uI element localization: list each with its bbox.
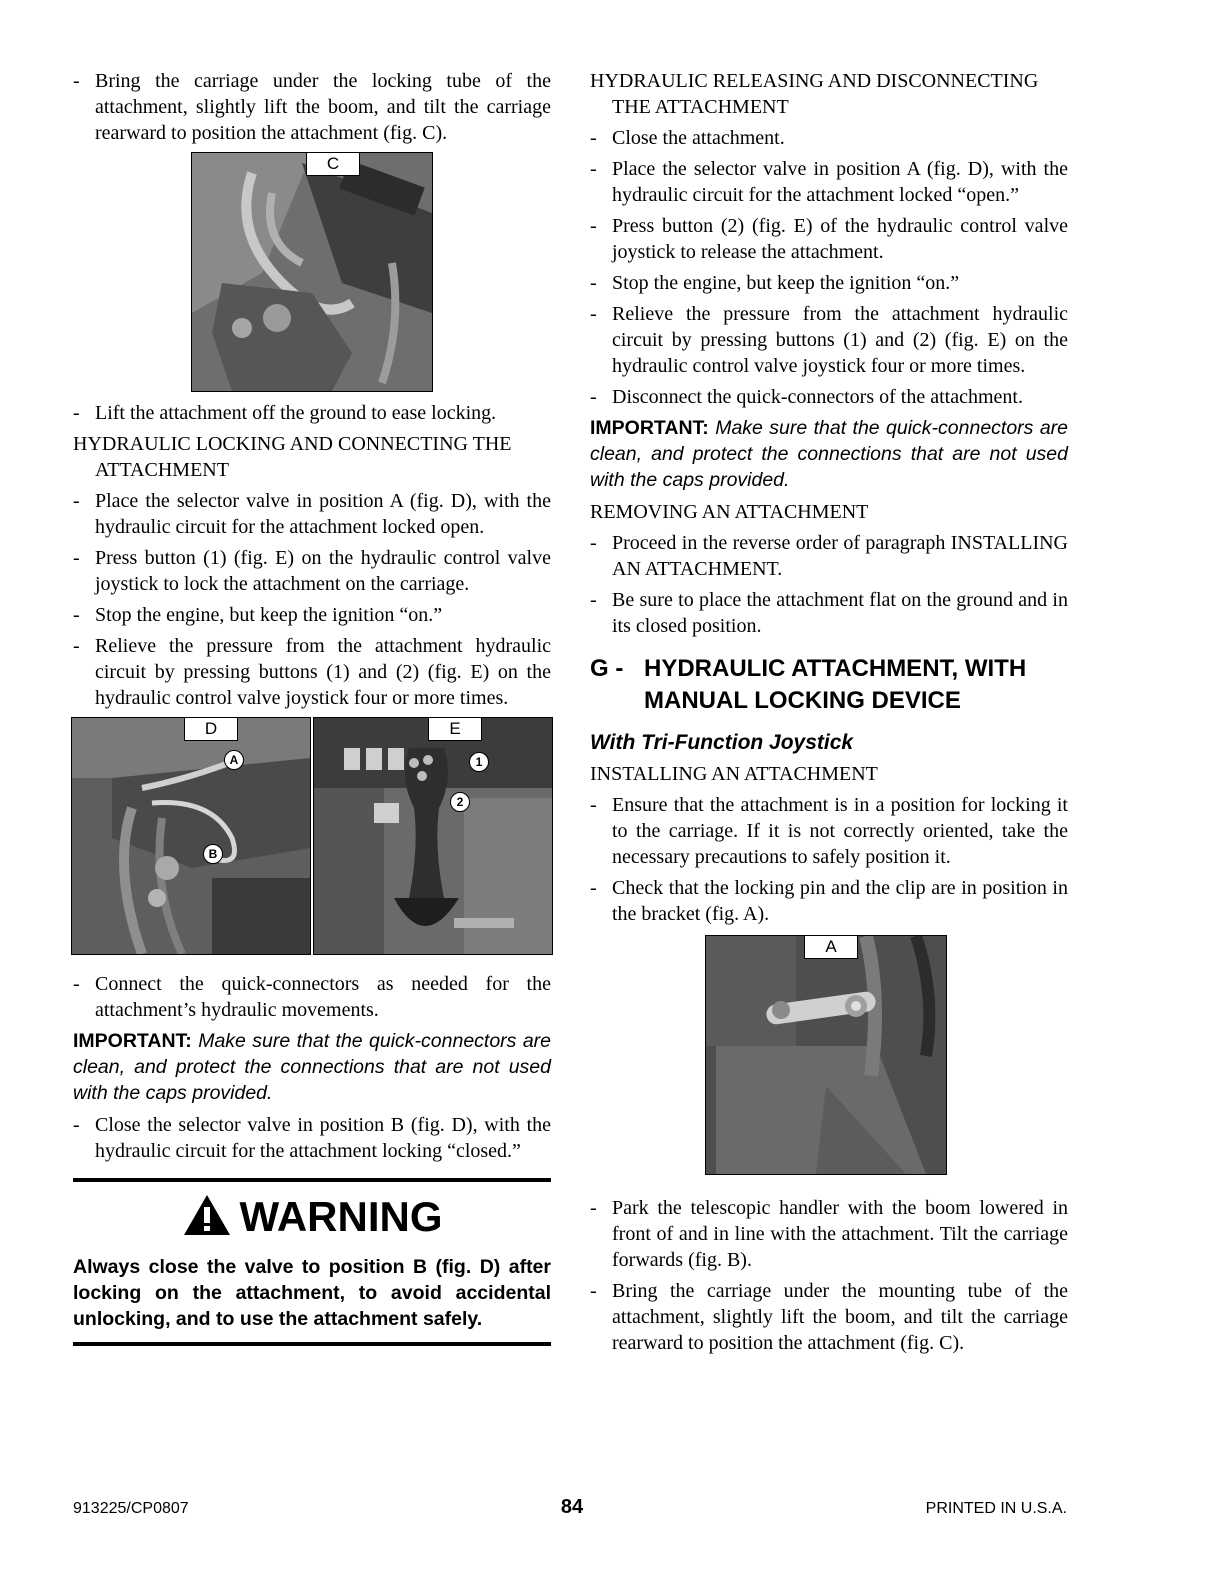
list-item: - Relieve the pressure from the attachment hydraulic circuit by pressing buttons (1) and (2) (fig. E) on the hydraulic control valve joystick four or more times. (590, 301, 1068, 379)
figure-c (191, 152, 433, 392)
section-title: HYDRAULIC ATTACHMENT, WITH MANUAL LOCKING DEVICE (644, 655, 1027, 714)
important-text: Make sure that the quick-connectors are clean, and protect the connections that are not used with the caps provided. (590, 417, 1068, 491)
list-item: - Connect the quick-connectors as needed for the attachment’s hydraulic movements. (73, 971, 551, 1023)
section-letter: G - (590, 655, 624, 682)
list-item: - Close the selector valve in position B (fig. D), with the hydraulic circuit for the attachment locking “closed.” (73, 1112, 551, 1164)
list-item: - Proceed in the reverse order of paragraph INSTALLING AN ATTACHMENT. (590, 530, 1068, 582)
figure-c-label: C (306, 153, 360, 176)
list-item: - Lift the attachment off the ground to ease locking. (73, 400, 551, 426)
list-item: - Park the telescopic handler with the boom lowered in front of and in line with the attachment. Tilt the carriage forwards (fig. B). (590, 1195, 1068, 1273)
figure-d-photo (72, 718, 310, 954)
callout-b: B (203, 844, 223, 864)
figure-e-photo (314, 718, 552, 954)
warning-text: Always close the valve to position B (fig. D) after locking on the attachment, to avoid accidental unlocking, and to use the attachment safely. (73, 1256, 551, 1330)
figure-d-label: D (184, 718, 238, 741)
callout-1: 1 (469, 752, 489, 772)
important-label: IMPORTANT: (590, 417, 709, 439)
figure-a-photo (706, 936, 946, 1174)
footer-page-number: 84 (560, 1496, 584, 1518)
left-column (73, 68, 551, 1346)
figure-c-photo (192, 153, 432, 391)
warning-heading (73, 1192, 551, 1242)
section-heading: INSTALLING AN ATTACHMENT (590, 763, 878, 785)
section-g-heading (590, 653, 1068, 717)
list-item: - Disconnect the quick-connectors of the attachment. (590, 384, 1068, 410)
list-item: - Check that the locking pin and the clip are in position in the bracket (fig. A). (590, 875, 1068, 927)
callout-a: A (224, 750, 244, 770)
figure-d (71, 717, 311, 955)
figure-de-row (73, 717, 551, 957)
list-item: - Press button (2) (fig. E) of the hydraulic control valve joystick to release the attachment. (590, 213, 1068, 265)
callout-2: 2 (450, 792, 470, 812)
list-item: - Ensure that the attachment is in a position for locking it to the carriage. If it is not correctly oriented, take the necessary precautions to safely position it. (590, 792, 1068, 870)
important-text: Make sure that the quick-connectors are clean, and protect the connections that are not used with the caps provided. (73, 1030, 551, 1104)
section-heading: HYDRAULIC RELEASING AND DISCONNECTING THE ATTACHMENT (590, 70, 1039, 118)
figure-e (313, 717, 553, 955)
list-item: - Place the selector valve in position A (fig. D), with the hydraulic circuit for the attachment locked open. (73, 488, 551, 540)
important-note (73, 1028, 551, 1106)
subsection-title: With Tri-Function Joystick (590, 731, 854, 754)
figure-a-label: A (804, 936, 858, 959)
list-item: - Close the attachment. (590, 125, 1068, 151)
list-item: - Relieve the pressure from the attachment hydraulic circuit by pressing buttons (1) and (2) (fig. E) on the hydraulic control valve joystick four or more times. (73, 633, 551, 711)
section-heading: REMOVING AN ATTACHMENT (590, 501, 869, 523)
list-item: - Place the selector valve in position A (fig. D), with the hydraulic circuit for the attachment locked “open.” (590, 156, 1068, 208)
list-item: - Bring the carriage under the locking tube of the attachment, slightly lift the boom, and tilt the carriage rearward to position the attachment (fig. C). (73, 68, 551, 146)
list-item: - Bring the carriage under the mounting tube of the attachment, slightly lift the boom, and tilt the carriage rearward to position the attachment (fig. C). (590, 1278, 1068, 1356)
section-heading: HYDRAULIC LOCKING AND CONNECTING THE ATTACHMENT (73, 433, 512, 481)
warning-triangle-icon (182, 1193, 232, 1237)
warning-box (73, 1178, 551, 1346)
footer-doc-number: 913225/CP0807 (73, 1500, 189, 1517)
figure-e-label: E (428, 718, 482, 741)
list-item: - Press button (1) (fig. E) on the hydraulic control valve joystick to lock the attachment on the carriage. (73, 545, 551, 597)
footer-printed: PRINTED IN U.S.A. (925, 1500, 1067, 1517)
important-note (590, 415, 1068, 493)
list-item: - Be sure to place the attachment flat on the ground and in its closed position. (590, 587, 1068, 639)
figure-a (705, 935, 947, 1175)
important-label: IMPORTANT: (73, 1030, 192, 1052)
right-column (590, 68, 1068, 1361)
warning-title: WARNING (239, 1193, 443, 1240)
list-item: - Stop the engine, but keep the ignition “on.” (590, 270, 1068, 296)
list-item: - Stop the engine, but keep the ignition “on.” (73, 602, 551, 628)
